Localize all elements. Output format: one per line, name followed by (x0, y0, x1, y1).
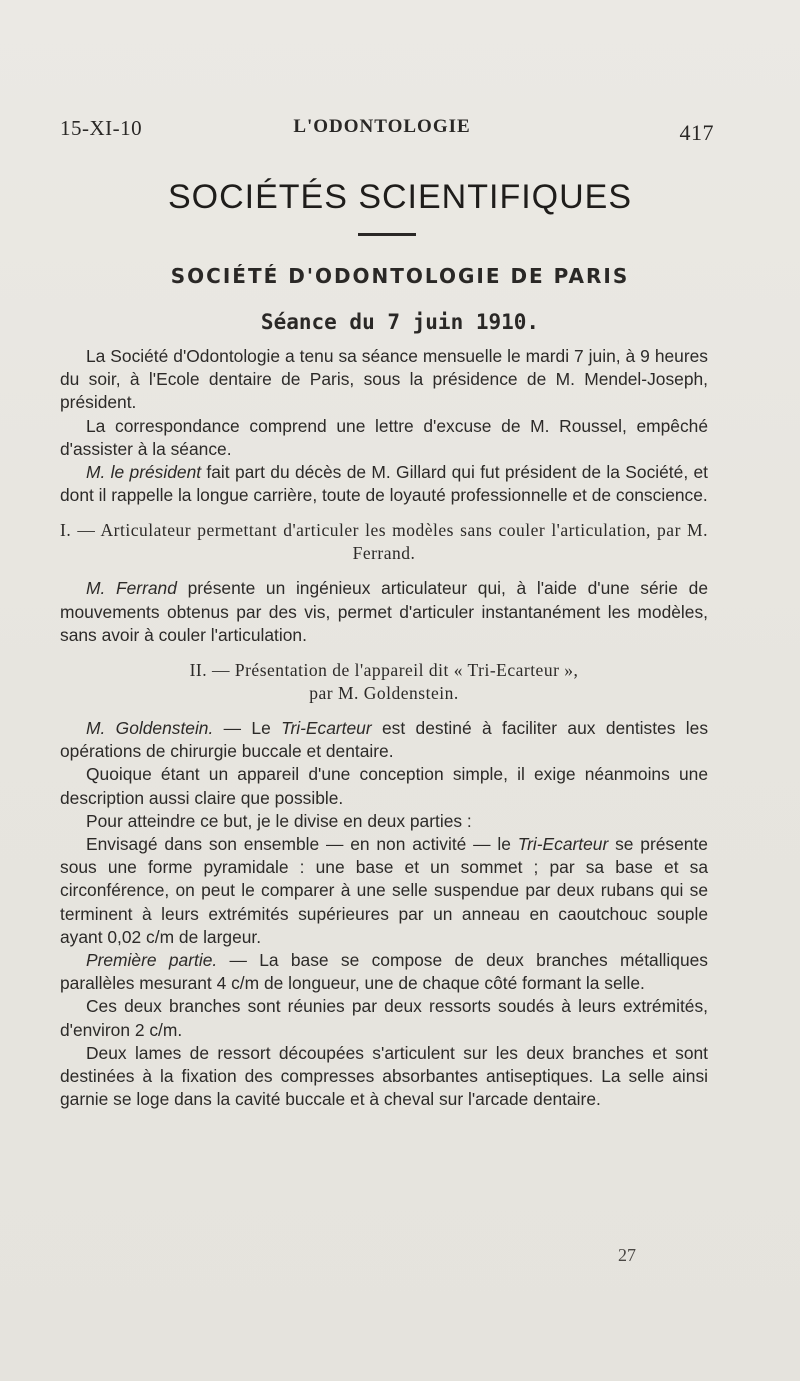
paragraph-text: présente un ingénieux articulateur qui, à l'aide d'une série de mouvements obtenus par des vis, permet d'articuler instantanément les modèles, sans avoir à couler l'articulation. (60, 578, 708, 645)
paragraph-text: se présente sous une forme pyramidale : une base et un sommet ; par sa base et sa circonférence, on peut le comparer à une selle suspendue par deux rubans qui se terminent à leurs extrémités supérieures par un anneau en caoutchouc souple ayant 0,02 c/m de largeur. (60, 834, 708, 947)
header-date: 15-XI-10 (60, 116, 143, 140)
paragraph (60, 577, 708, 647)
paragraph (60, 717, 708, 763)
paragraph-text: — La base se compose de deux branches métalliques parallèles mesurant 4 c/m de longueur, une de chaque côté formant la selle. (60, 950, 708, 994)
header-page-number: 417 (679, 120, 714, 145)
device-name: Tri-Ecarteur (517, 834, 609, 855)
paragraph-text: fait part du décès de M. Gillard qui fut président de la Société, et dont il rappelle la longue carrière, toute de loyauté professionnelle et de conscience. (60, 462, 708, 506)
device-name: Tri-Ecarteur (281, 718, 372, 739)
paragraph (60, 833, 708, 949)
speaker-name: M. Ferrand (86, 578, 177, 599)
subsection-heading-line: II. — Présentation de l'appareil dit « Tri-Ecarteur », (189, 660, 579, 681)
paragraph: Deux lames de ressort découpées s'articulent sur les deux branches et sont destinées à la fixation des compresses absorbantes antiseptiques. La selle ainsi garnie se loge dans la cavité buccale et à cheval sur l'arcade dentaire. (60, 1042, 708, 1110)
article-body (60, 345, 708, 1111)
paragraph: La Société d'Odontologie a tenu sa séance mensuelle le mardi 7 juin, à 9 heures du soir, à l'Ecole dentaire de Paris, sous la présidence de M. Mendel-Joseph, président. (60, 346, 708, 413)
speaker-name: M. Goldenstein. (86, 718, 214, 739)
header-journal: L'ODONTOLOGIE (293, 116, 471, 137)
signature-mark: 27 (618, 1245, 636, 1265)
paragraph: La correspondance comprend une lettre d'excuse de M. Roussel, empêché d'assister à la séance. (60, 415, 708, 459)
running-header (60, 116, 714, 146)
society-heading: SOCIÉTÉ D'ODONTOLOGIE DE PARIS (170, 264, 630, 288)
paragraph: Ces deux branches sont réunies par deux ressorts soudés à leurs extrémités, d'environ 2 c/m. (60, 996, 708, 1040)
subsection-heading (60, 659, 708, 705)
part-label: Première partie. (86, 950, 218, 971)
paragraph: Quoique étant un appareil d'une conception simple, il exige néanmoins une description aussi claire que possible. (60, 764, 708, 808)
paragraph-text: est destiné à faciliter aux dentistes les opérations de chirurgie buccale et dentaire. (60, 718, 709, 762)
paragraph-text: — Le (213, 718, 282, 739)
subsection-heading-line: par M. Goldenstein. (309, 683, 459, 704)
subsection-heading: I. — Articulateur permettant d'articuler les modèles sans couler l'articulation, par M. Ferrand. (60, 520, 708, 564)
paragraph (60, 461, 708, 507)
speaker-name: M. le président (86, 462, 202, 483)
title-rule (358, 233, 416, 236)
section-title: SOCIÉTÉS SCIENTIFIQUES (167, 178, 633, 216)
paragraph (60, 949, 708, 995)
session-heading: Séance du 7 juin 1910. (260, 310, 540, 334)
paragraph: Pour atteindre ce but, je le divise en deux parties : (86, 810, 472, 831)
paragraph-text: Envisagé dans son ensemble — en non activité — le (86, 834, 518, 855)
